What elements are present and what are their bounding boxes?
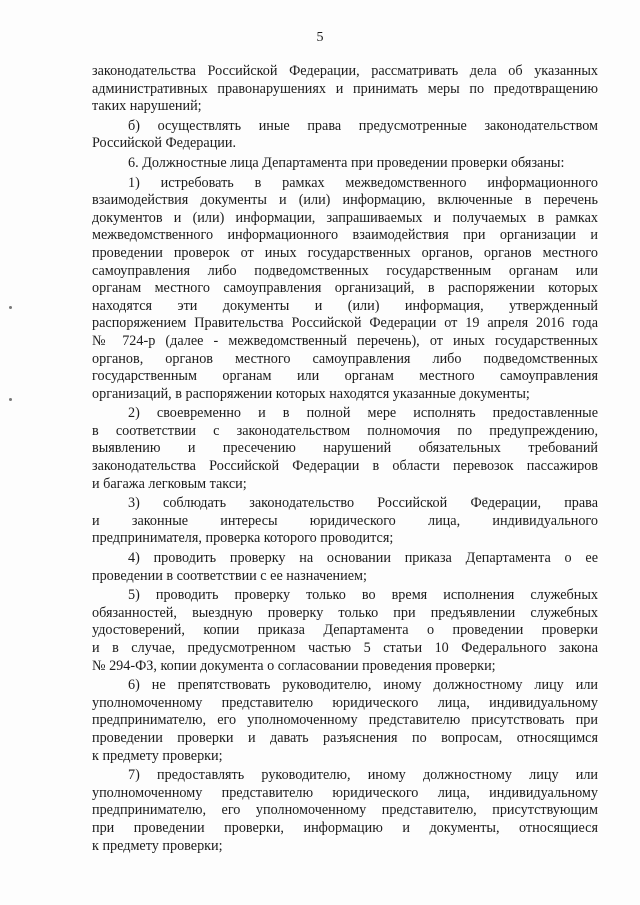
- paragraph: [92, 495, 598, 548]
- text-line: находятся эти документы и (или) информация, утвержденный: [92, 297, 598, 314]
- text-line: государственным органам или органам местного самоуправления: [92, 368, 598, 385]
- text-line: предпринимателю, его уполномоченному представителю, присутствующим: [92, 802, 598, 819]
- text-line: удостоверений, копии приказа Департамента о проведении проверки: [92, 622, 598, 639]
- text-line: уполномоченному представителю юридического лица, индивидуальному: [92, 694, 598, 711]
- text-line: 1) истребовать в рамках межведомственного информационного: [128, 174, 598, 191]
- text-line: Российской Федерации.: [92, 135, 237, 152]
- paragraph: [92, 405, 598, 493]
- text-line: № 294-ФЗ, копии документа о согласовании проведения проверки;: [92, 657, 496, 674]
- paragraph: [92, 63, 598, 116]
- text-line: 6) не препятствовать руководителю, иному должностному лицу или: [128, 677, 598, 694]
- text-line: законодательства Российской Федерации, рассматривать дела об указанных: [92, 63, 598, 79]
- text-line: б) осуществлять иные права предусмотренные законодательством: [128, 117, 598, 134]
- text-line: 6. Должностные лица Департамента при проведении проверки обязаны:: [128, 154, 565, 171]
- text-line: обязанностей, выездную проверку только при предъявлении служебных: [92, 604, 598, 621]
- paragraph: [92, 118, 598, 153]
- text-line: 7) предоставлять руководителю, иному должностному лицу или: [128, 767, 598, 784]
- text-line: предпринимателя, проверка которого проводится;: [92, 530, 394, 547]
- text-line: 2) своевременно и в полной мере исполнять предоставленные: [128, 405, 598, 422]
- text-line: и в случае, предусмотренном частью 5 статьи 10 Федерального закона: [92, 640, 598, 656]
- text-line: и законные интересы юридического лица, индивидуального: [92, 512, 598, 529]
- text-line: выявлению и пресечению нарушений обязательных требований: [92, 440, 598, 457]
- text-line: взаимодействия документы и (или) информацию, включенные в перечень: [92, 192, 598, 209]
- paragraph: [92, 175, 598, 404]
- text-line: 5) проводить проверку только во время исполнения служебных: [128, 587, 598, 604]
- text-line: органов, органов местного самоуправления либо подведомственных: [92, 350, 598, 367]
- document-body: [92, 63, 598, 857]
- text-line: и багажа легковым такси;: [92, 475, 247, 492]
- scan-speck: [9, 398, 12, 401]
- paragraph: [92, 767, 598, 855]
- scan-speck: [9, 306, 12, 309]
- text-line: проведении проверок от иных государственных органов, органов местного: [92, 244, 598, 261]
- text-line: административных правонарушениях и принимать меры по предотвращению: [92, 80, 598, 97]
- paragraph: [92, 550, 598, 585]
- text-line: межведомственного информационного взаимодействия при организации и: [92, 227, 598, 244]
- text-line: № 724-р (далее - межведомственный перечень), от иных государственных: [92, 332, 598, 349]
- text-line: 3) соблюдать законодательство Российской Федерации, права: [128, 495, 598, 512]
- paragraph: [92, 155, 598, 173]
- text-line: 4) проводить проверку на основании приказа Департамента о ее: [128, 550, 598, 567]
- text-line: при проведении проверки, информацию и документы, относящиеся: [92, 819, 598, 836]
- text-line: в соответствии с законодательством полномочия по предупреждению,: [92, 422, 598, 439]
- paragraph: [92, 587, 598, 675]
- text-line: уполномоченному представителю юридического лица, индивидуальному: [92, 784, 598, 801]
- text-line: проведении проверки и давать разъяснения по вопросам, относящимся: [92, 729, 598, 746]
- text-line: таких нарушений;: [92, 98, 202, 115]
- text-line: распоряжением Правительства Российской Федерации от 19 апреля 2016 года: [92, 315, 598, 332]
- text-line: предпринимателю, его уполномоченному представителю присутствовать при: [92, 712, 598, 729]
- text-line: к предмету проверки;: [92, 747, 223, 764]
- paragraph: [92, 677, 598, 765]
- text-line: организаций, в распоряжении которых находятся указанные документы;: [92, 385, 530, 402]
- text-line: проведении в соответствии с ее назначением;: [92, 567, 367, 584]
- text-line: к предмету проверки;: [92, 837, 223, 854]
- text-line: самоуправления либо подведомственных государственным органам или: [92, 262, 598, 279]
- text-line: законодательства Российской Федерации в области перевозок пассажиров: [92, 458, 598, 475]
- page-number: 5: [316, 30, 324, 45]
- text-line: документов и (или) информации, запрашиваемых и получаемых в рамках: [92, 209, 598, 226]
- text-line: органам местного самоуправления организаций, в распоряжении которых: [92, 280, 598, 297]
